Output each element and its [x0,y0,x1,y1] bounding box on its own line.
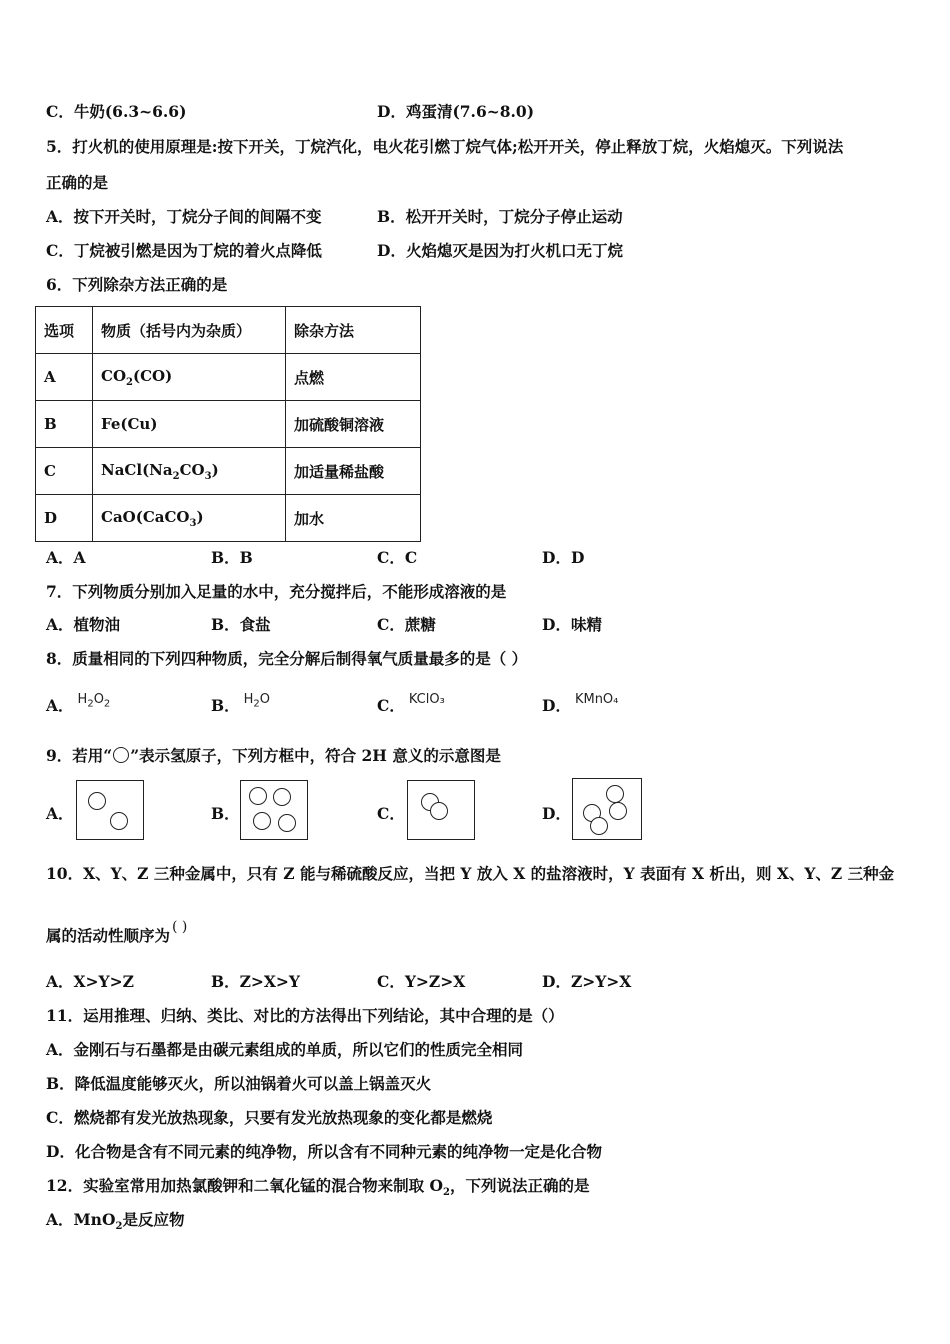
table-header-cell: 物质（括号内为杂质） [93,307,286,354]
q12-stem-pre: 12．实验室常用加热氯酸钾和二氧化锰的混合物来制取 O [46,1176,443,1195]
q5-option-b: B．松开开关时，丁烷分子停止运动 [377,207,623,226]
atom-circle-icon [590,817,608,835]
q8-formula-d: KMnO₄ [574,692,619,707]
atom-circle-icon [88,792,106,810]
table-cell-method: 点燃 [286,354,421,401]
q11-stem: 11．运用推理、归纳、类比、对比的方法得出下列结论，其中合理的是（） [46,1006,564,1025]
q9-option-a-label: A． [46,804,74,823]
q6-option-a: A．A [46,548,86,567]
q8-option-c-label: C． [377,696,405,715]
table-cell-option: B [36,401,93,448]
q8-formula-b: H2O [243,692,270,710]
table-cell-substance: $NaCl(Na_2CO_3)$ [93,448,286,495]
q11-option-c: C．燃烧都有发光放热现象，只要有发光放热现象的变化都是燃烧 [46,1108,493,1127]
q9-stem [46,746,501,766]
table-cell-option: C [36,448,93,495]
q8-formula-c: KClO₃ [408,692,445,707]
atom-circle-icon [273,788,291,806]
q7-option-d: D．味精 [542,615,602,634]
q9-option-d-label: D． [542,804,571,823]
table-cell-method: 加硫酸铜溶液 [286,401,421,448]
q6-option-c: C．C [377,548,418,567]
q8-option-d-label: D． [542,696,571,715]
q8-option-a-label: A． [46,696,74,715]
q7-option-c: C．蔗糖 [377,615,436,634]
atom-circle-icon [110,812,128,830]
atom-circle-icon [606,785,624,803]
table-cell-substance: CaO(CaCO$_3$) [93,495,286,542]
q6-stem: 6．下列除杂方法正确的是 [46,275,228,294]
table-header-cell: 选项 [36,307,93,354]
q7-option-b: B．食盐 [211,615,271,634]
q8-option-d [542,692,619,718]
q12-option-a-text: 是反应物 [122,1210,185,1229]
table-row [36,495,421,542]
q10-option-c: C．Y>Z>X [377,972,466,991]
q8-formula-a: H2O2 [77,692,111,710]
q8-option-a [46,692,111,723]
atom-circle-icon [253,812,271,830]
q9-stem-pre: 9．若用“ [46,746,113,765]
q7-stem: 7．下列物质分别加入足量的水中，充分搅拌后，不能形成溶液的是 [46,582,507,601]
q5-stem-line1: 5．打火机的使用原理是:按下开关，丁烷汽化，电火花引燃丁烷气体;松开开关，停止释放丁烷，火焰熄灭。下列说法 [46,137,844,156]
table-cell-method: 加适量稀盐酸 [286,448,421,495]
q12-stem: 12．实验室常用加热氯酸钾和二氧化锰的混合物来制取 $O_2$，下列说法正确的是 [46,1176,590,1199]
q8-stem: 8．质量相同的下列四种物质，完全分解后制得氧气质量最多的是（ ） [46,649,528,668]
q5-stem-line2: 正确的是 [46,173,109,192]
q11-option-b: B．降低温度能够灭火，所以油锅着火可以盖上锅盖灭火 [46,1074,432,1093]
q6-option-d: D．D [542,548,585,567]
q11-option-a: A．金刚石与石墨都是由碳元素组成的单质，所以它们的性质完全相同 [46,1040,524,1059]
q5-option-d: D．火焰熄灭是因为打火机口无丁烷 [377,241,623,260]
q9-option-b-label: B． [211,804,240,823]
table-cell-option: D [36,495,93,542]
q8-option-c [377,692,445,718]
hydrogen-atom-symbol-icon [113,747,129,763]
q10-stem-line1: 10．X、Y、Z 三种金属中，只有 Z 能与稀硫酸反应，当把 Y 放入 X 的盐溶液时，Y 表面有 X 析出，则 X、Y、Z 三种金 [46,864,895,883]
q9-diagram-c [407,780,475,840]
q4-option-d: D．鸡蛋清(7.6~8.0) [377,102,535,121]
q6-option-b: B．B [211,548,253,567]
q10-option-d: D．Z>Y>X [542,972,632,991]
q8-option-b-label: B． [211,696,240,715]
table-row [36,354,421,401]
table-row [36,448,421,495]
q4-option-c: C．牛奶(6.3~6.6) [46,102,187,121]
q9-stem-post: ”表示氢原子，下列方框中，符合 2H 意义的示意图是 [130,746,501,765]
table-cell-substance: Fe(Cu) [93,401,286,448]
q9-diagram-b [240,780,308,840]
atom-circle-icon [278,814,296,832]
atom-circle-icon [609,802,627,820]
table-cell-method: 加水 [286,495,421,542]
q7-option-a: A．植物油 [46,615,121,634]
table-cell-option: A [36,354,93,401]
q10-answer-paren: ( ) [172,919,188,935]
q6-table [35,306,421,542]
q12-stem-post: ，下列说法正确的是 [449,1176,590,1195]
q9-diagram-a [76,780,144,840]
q10-option-a: A．X>Y>Z [46,972,134,991]
table-header-cell: 除杂方法 [286,307,421,354]
q9-option-c-label: C． [377,804,405,823]
q10-stem-line2 [46,919,188,947]
q10-option-b: B．Z>X>Y [211,972,300,991]
q12-option-a: A．MnO$_2$是反应物 [46,1210,185,1233]
table-cell-substance: $CO_2(CO)$ [93,354,286,401]
table-row [36,401,421,448]
q5-option-a: A．按下开关时，丁烷分子间的间隔不变 [46,207,322,226]
atom-circle-icon [249,787,267,805]
q9-diagram-d [572,778,642,840]
table-header-row [36,307,421,354]
q5-option-c: C．丁烷被引燃是因为丁烷的着火点降低 [46,241,322,260]
q10-stem-line2-text: 属的活动性顺序为 [46,926,171,945]
atom-circle-icon [430,802,448,820]
q8-option-b [211,692,270,723]
q11-option-d: D．化合物是含有不同元素的纯净物，所以含有不同种元素的纯净物一定是化合物 [46,1142,602,1161]
